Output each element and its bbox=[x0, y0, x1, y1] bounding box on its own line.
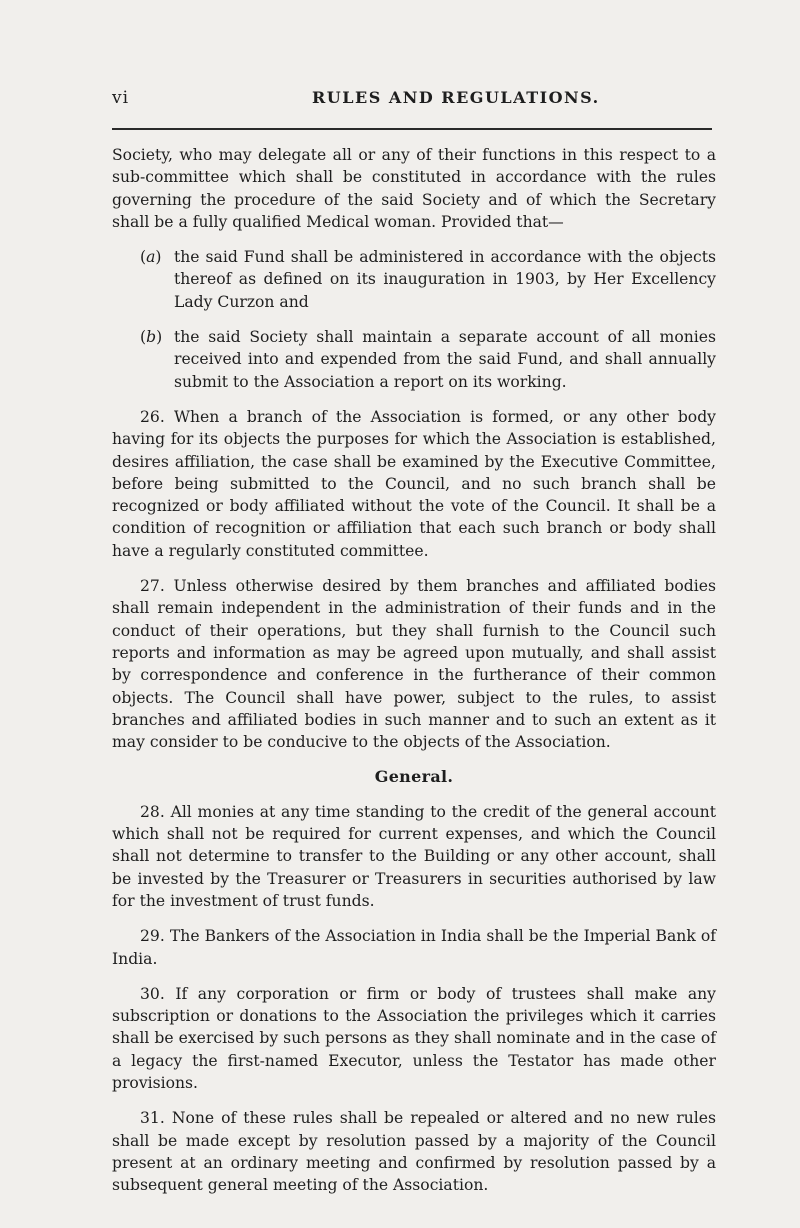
rule-text: If any corporation or firm or body of trustees shall make any subscription or donations to the Association the privileges which it carries shall be exercised by such persons as they shall nominate and in the case of a legacy the first-named Executor, unless the Testator has made other provisions. bbox=[112, 984, 716, 1092]
rule-31 bbox=[112, 1107, 716, 1196]
rule-27 bbox=[112, 575, 716, 753]
rule-text: All monies at any time standing to the credit of the general account which shall not be required for current expenses, and which the Council shall not determine to transfer to the Building or any other account, shall be invested by the Treasurer or Treasurers in securities authorised by law for the investment of trust funds. bbox=[112, 802, 716, 910]
rule-number: 30. bbox=[140, 984, 165, 1003]
body-text bbox=[112, 144, 716, 1209]
subclause-b bbox=[140, 326, 716, 393]
rule-number: 26. bbox=[140, 407, 165, 426]
subclause-text: the said Fund shall be administered in accordance with the objects thereof as defined on its inauguration in 1903, by Her Excellency Lady Curzon and bbox=[174, 248, 716, 311]
rule-number: 29. bbox=[140, 927, 165, 946]
rule-text: When a branch of the Association is formed, or any other body having for its objects the purposes for which the Association is established, desires affiliation, the case shall be examined by the Executive Committee, before being submitted to the Council, and no such branch shall be recognized or body affiliated without the vote of the Council. It shall be a condition of recognition or affiliation that each such branch or body shall have a regularly constituted committee. bbox=[112, 407, 716, 560]
rule-30 bbox=[112, 983, 716, 1094]
subclause-marker: (a) bbox=[140, 248, 162, 267]
rule-29 bbox=[112, 925, 716, 970]
rule-number: 31. bbox=[140, 1109, 165, 1128]
rule-number: 28. bbox=[140, 802, 165, 821]
rule-26 bbox=[112, 406, 716, 562]
rule-number: 27. bbox=[140, 577, 165, 596]
page-number: vi bbox=[112, 88, 130, 108]
opening-paragraph: Society, who may delegate all or any of their functions in this respect to a sub-committee which shall be constituted in accordance with the rules governing the procedure of the said Society and of which the Secretary shall be a fully qualified Medical woman. Provided that— bbox=[112, 146, 716, 231]
subclause-a bbox=[140, 246, 716, 313]
header-rule bbox=[112, 128, 712, 130]
rule-text: The Bankers of the Association in India shall be the Imperial Bank of India. bbox=[112, 927, 716, 968]
rule-text: None of these rules shall be repealed or altered and no new rules shall be made except by resolution passed by a majority of the Council present at an ordinary meeting and confirmed by resolution passed by a subsequent general meeting of the Association. bbox=[112, 1109, 716, 1195]
rule-text: Unless otherwise desired by them branches and affiliated bodies shall remain independent in the administration of their funds and in the conduct of their operations, but they shall furnish to the Council such reports and information as may be agreed upon mutually, and shall assist by correspondence and conference in the furtherance of their common objects. The Council shall have power, subject to the rules, to assist branches and affiliated bodies in such manner and to such an extent as it may consider to be conducive to the objects of the Association. bbox=[112, 577, 716, 752]
subclause-text: the said Society shall maintain a separate account of all monies received into and expended from the said Fund, and shall annually submit to the Association a report on its working. bbox=[174, 328, 716, 391]
running-head bbox=[112, 88, 712, 114]
running-title: RULES AND REGULATIONS. bbox=[312, 88, 600, 107]
rule-28 bbox=[112, 801, 716, 912]
subclause-marker: (b) bbox=[140, 328, 163, 347]
section-heading-general: General. bbox=[374, 767, 454, 787]
